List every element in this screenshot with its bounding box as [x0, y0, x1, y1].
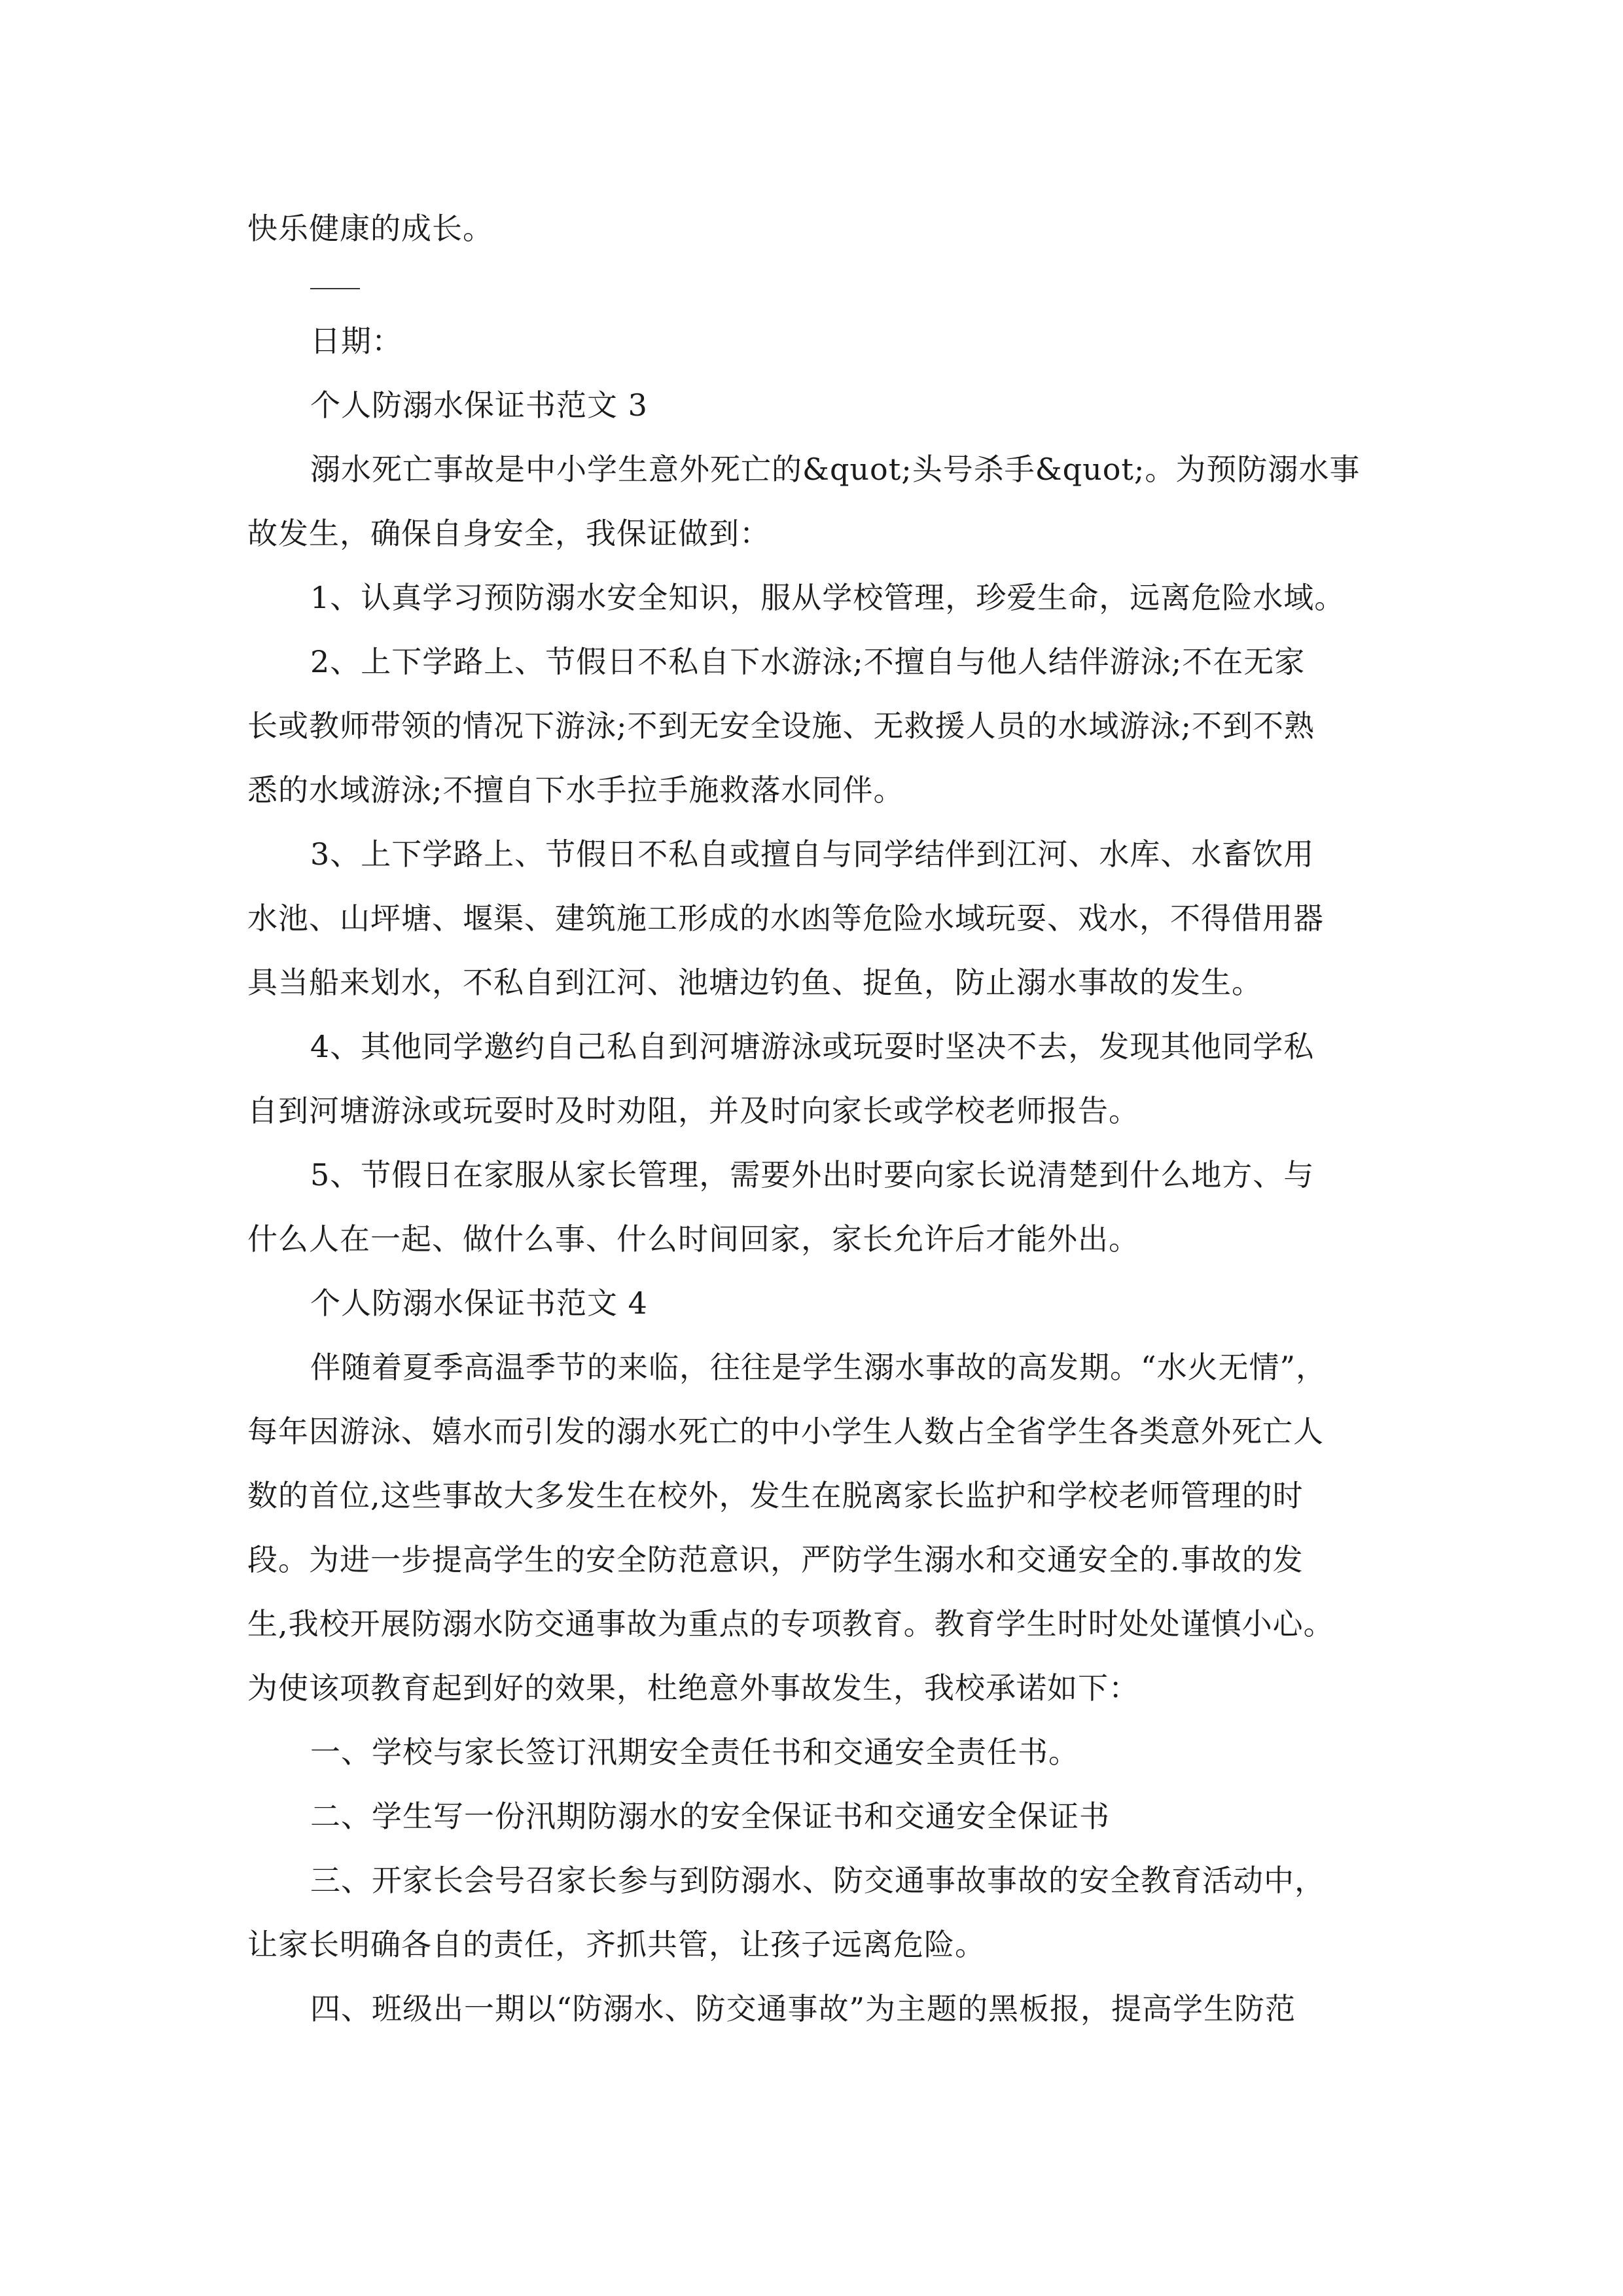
text-line: 段。为进一步提高学生的安全防范意识，严防学生溺水和交通安全的.事故的发 — [247, 1542, 1304, 1577]
text-line: 三、开家长会号召家长参与到防溺水、防交通事故事故的安全教育活动中， — [310, 1863, 1325, 1898]
text-line: 水池、山坪塘、堰渠、建筑施工形成的水凼等危险水域玩耍、戏水，不得借用器 — [247, 901, 1324, 936]
text-line: 4、其他同学邀约自己私自到河塘游泳或玩耍时坚决不去，发现其他同学私 — [310, 1029, 1315, 1064]
text-line: 数的首位,这些事故大多发生在校外，发生在脱离家长监护和学校老师管理的时 — [247, 1478, 1304, 1513]
text-line: 让家长明确各自的责任，齐抓共管，让孩子远离危险。 — [247, 1927, 986, 1962]
text-line: 二、学生写一份汛期防溺水的安全保证书和交通安全保证书 — [310, 1799, 1110, 1834]
text-line: 个人防溺水保证书范文 4 — [310, 1285, 648, 1321]
text-line: 日期： — [310, 323, 402, 359]
text-line: 5、节假日在家服从家长管理，需要外出时要向家长说清楚到什么地方、与 — [310, 1157, 1315, 1193]
text-line: 具当船来划水，不私自到江河、池塘边钓鱼、捉鱼，防止溺水事故的发生。 — [247, 965, 1262, 1000]
text-line: 1、认真学习预防溺水安全知识，服从学校管理，珍爱生命，远离危险水域。 — [310, 580, 1346, 615]
document-body — [247, 196, 1386, 2041]
text-line: 溺水死亡事故是中小学生意外死亡的&quot;头号杀手&quot;。为预防溺水事 — [310, 452, 1361, 487]
text-line: 四、班级出一期以“防溺水、防交通事故”为主题的黑板报，提高学生防范 — [310, 1991, 1296, 2026]
text-line: 为使该项教育起到好的效果，杜绝意外事故发生，我校承诺如下： — [247, 1670, 1139, 1706]
text-line: 故发生，确保自身安全，我保证做到： — [247, 516, 770, 551]
text-line: 什么人在一起、做什么事、什么时间回家，家长允许后才能外出。 — [247, 1221, 1139, 1257]
text-line: 悉的水域游泳;不擅自下水手拉手施救落水同伴。 — [247, 772, 904, 808]
text-line: 一、学校与家长签订汛期安全责任书和交通安全责任书。 — [310, 1734, 1079, 1770]
text-line: 伴随着夏季高温季节的来临，往往是学生溺水事故的高发期。“水火无情”， — [310, 1350, 1327, 1385]
signature-rule — [310, 288, 360, 289]
text-line: 长或教师带领的情况下游泳;不到无安全设施、无救援人员的水域游泳;不到不熟 — [247, 708, 1315, 744]
text-line: 3、上下学路上、节假日不私自或擅自与同学结伴到江河、水库、水畜饮用 — [310, 836, 1315, 872]
text-line: 生,我校开展防溺水防交通事故为重点的专项教育。教育学生时时处处谨慎小心。 — [247, 1606, 1334, 1641]
text-line: 个人防溺水保证书范文 3 — [310, 387, 648, 423]
text-line: 自到河塘游泳或玩耍时及时劝阻，并及时向家长或学校老师报告。 — [247, 1093, 1139, 1128]
text-line: 每年因游泳、嬉水而引发的溺水死亡的中小学生人数占全省学生各类意外死亡人 — [247, 1414, 1324, 1449]
text-line: 2、上下学路上、节假日不私自下水游泳;不擅自与他人结伴游泳;不在无家 — [310, 644, 1306, 679]
text-line: 快乐健康的成长。 — [247, 211, 493, 246]
